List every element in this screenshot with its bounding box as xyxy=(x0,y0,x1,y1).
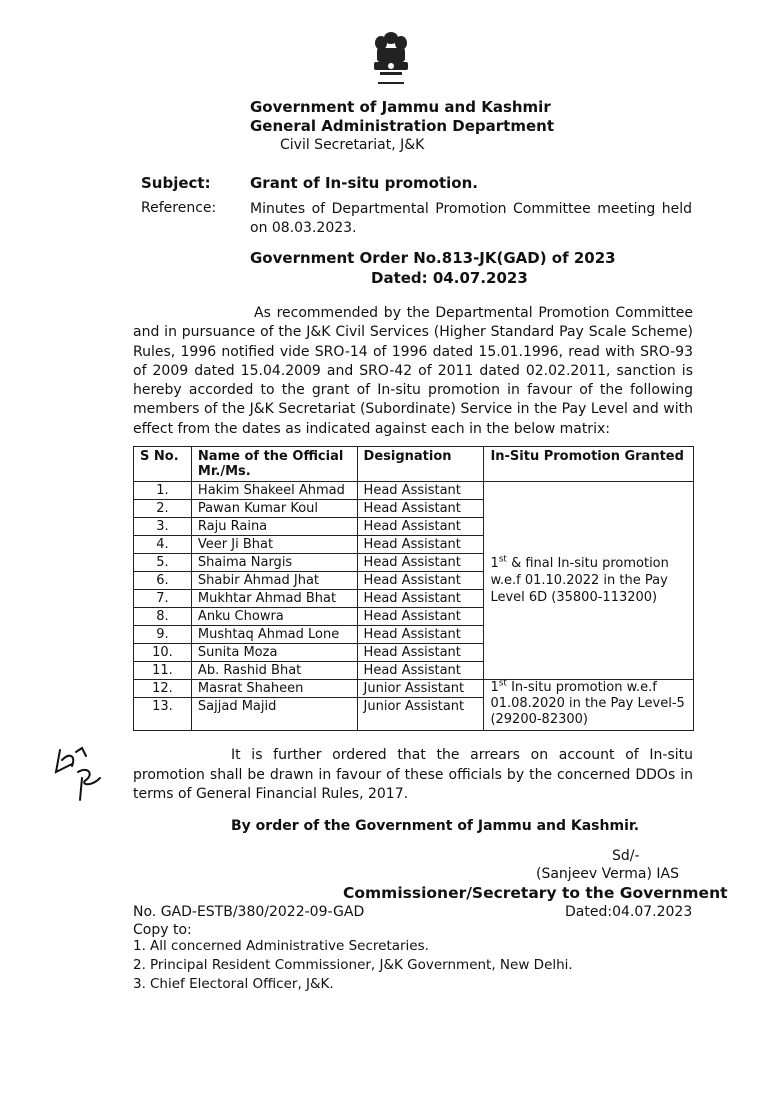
promotion-text: In-situ promotion w.e.f 01.08.2020 in the Pay Level-5 (29200-82300) xyxy=(490,680,685,727)
subject-text: Grant of In-situ promotion. xyxy=(250,174,478,192)
row-designation: Head Assistant xyxy=(357,626,484,644)
row-name: Ab. Rashid Bhat xyxy=(191,662,357,680)
list-item-text: Chief Electoral Officer, J&K. xyxy=(150,976,334,992)
row-designation: Head Assistant xyxy=(357,590,484,608)
row-name: Shaima Nargis xyxy=(191,554,357,572)
row-sno: 12. xyxy=(134,680,192,698)
copy-to-label: Copy to: xyxy=(133,922,192,938)
handwritten-initials-icon xyxy=(42,742,112,802)
list-item xyxy=(133,956,573,975)
row-designation: Head Assistant xyxy=(357,518,484,536)
list-item-text: All concerned Administrative Secretaries. xyxy=(150,938,429,954)
row-name: Anku Chowra xyxy=(191,608,357,626)
table-row xyxy=(134,680,694,698)
row-sno: 4. xyxy=(134,536,192,554)
promotion-ordinal-suffix: st xyxy=(498,678,507,689)
row-sno: 2. xyxy=(134,500,192,518)
header-name: Name of the Official Mr./Ms. xyxy=(191,447,357,482)
row-name: Sajjad Majid xyxy=(191,698,357,731)
row-name: Veer Ji Bhat xyxy=(191,536,357,554)
row-designation: Junior Assistant xyxy=(357,698,484,731)
row-sno: 3. xyxy=(134,518,192,536)
row-designation: Head Assistant xyxy=(357,554,484,572)
header-sno: S No. xyxy=(134,447,192,482)
row-designation: Head Assistant xyxy=(357,500,484,518)
by-order-line: By order of the Government of Jammu and Kashmir. xyxy=(231,818,640,834)
row-designation: Head Assistant xyxy=(357,572,484,590)
order-number: Government Order No.813-JK(GAD) of 2023 xyxy=(250,249,616,267)
row-sno: 13. xyxy=(134,698,192,731)
list-item-number: 1. xyxy=(133,938,146,954)
row-sno: 10. xyxy=(134,644,192,662)
row-name: Hakim Shakeel Ahmad xyxy=(191,482,357,500)
promotion-text: & final In-situ promotion w.e.f 01.10.2022 in the Pay Level 6D (35800-113200) xyxy=(490,556,669,605)
row-sno: 8. xyxy=(134,608,192,626)
list-item xyxy=(133,937,573,956)
row-designation: Head Assistant xyxy=(357,644,484,662)
row-designation: Head Assistant xyxy=(357,482,484,500)
signature-sd: Sd/- xyxy=(612,848,640,864)
row-name: Pawan Kumar Koul xyxy=(191,500,357,518)
body-paragraph-2: It is further ordered that the arrears on account of In-situ promotion shall be drawn in favour of these officials by the concerned DDOs in terms of General Financial Rules, 2017. xyxy=(133,747,693,802)
list-item-number: 2. xyxy=(133,957,146,973)
row-designation: Head Assistant xyxy=(357,536,484,554)
promotion-ordinal: 1 xyxy=(490,556,499,571)
promotion-group-1 xyxy=(484,482,694,680)
state-emblem-icon xyxy=(368,28,414,92)
promotion-matrix-table xyxy=(133,446,694,731)
row-name: Masrat Shaheen xyxy=(191,680,357,698)
order-reference-number: No. GAD-ESTB/380/2022-09-GAD xyxy=(133,904,365,920)
row-designation: Junior Assistant xyxy=(357,680,484,698)
row-sno: 7. xyxy=(134,590,192,608)
row-name: Mushtaq Ahmad Lone xyxy=(191,626,357,644)
table-row xyxy=(134,482,694,500)
row-sno: 6. xyxy=(134,572,192,590)
signatory-designation: Commissioner/Secretary to the Government xyxy=(343,884,728,902)
row-sno: 1. xyxy=(134,482,192,500)
table-header-row xyxy=(134,447,694,482)
list-item xyxy=(133,975,573,994)
promotion-ordinal-suffix: st xyxy=(498,554,507,565)
row-name: Mukhtar Ahmad Bhat xyxy=(191,590,357,608)
body-paragraph-1: As recommended by the Departmental Promotion Committee and in pursuance of the J&K Civil Services (Higher Standard Pay Scale Scheme) Rules, 1996 notified vide SRO-14 of 1996 dated 15.01.1996, read with SRO-93 of 2009 dated 15.04.2009 and SRO-42 of 2011 dated 02.02.2011, sanction is hereby accorded to the grant of In-situ promotion in favour of the following members of the J&K Secretariat (Subordinate) Service in the Pay Level and with effect from the dates as indicated against each in the below matrix: xyxy=(133,305,693,437)
row-designation: Head Assistant xyxy=(357,608,484,626)
reference-text: Minutes of Departmental Promotion Committee meeting held on 08.03.2023. xyxy=(250,201,692,236)
header-designation: Designation xyxy=(357,447,484,482)
list-item-number: 3. xyxy=(133,976,146,992)
order-date: Dated: 04.07.2023 xyxy=(371,269,528,287)
header-office: Civil Secretariat, J&K xyxy=(280,137,425,153)
promotion-ordinal: 1 xyxy=(490,680,499,695)
row-sno: 5. xyxy=(134,554,192,572)
header-department: General Administration Department xyxy=(250,117,554,135)
subject-label: Subject: xyxy=(141,174,211,192)
row-name: Shabir Ahmad Jhat xyxy=(191,572,357,590)
header-promotion: In-Situ Promotion Granted xyxy=(484,447,694,482)
signatory-name: (Sanjeev Verma) IAS xyxy=(536,866,679,882)
row-sno: 9. xyxy=(134,626,192,644)
row-name: Sunita Moza xyxy=(191,644,357,662)
promotion-group-2 xyxy=(484,680,694,731)
reference-label: Reference: xyxy=(141,200,217,216)
list-item-text: Principal Resident Commissioner, J&K Government, New Delhi. xyxy=(150,957,573,973)
footer-date: Dated:04.07.2023 xyxy=(565,904,693,920)
row-name: Raju Raina xyxy=(191,518,357,536)
copy-list xyxy=(133,937,573,994)
row-designation: Head Assistant xyxy=(357,662,484,680)
row-sno: 11. xyxy=(134,662,192,680)
header-government: Government of Jammu and Kashmir xyxy=(250,98,551,116)
